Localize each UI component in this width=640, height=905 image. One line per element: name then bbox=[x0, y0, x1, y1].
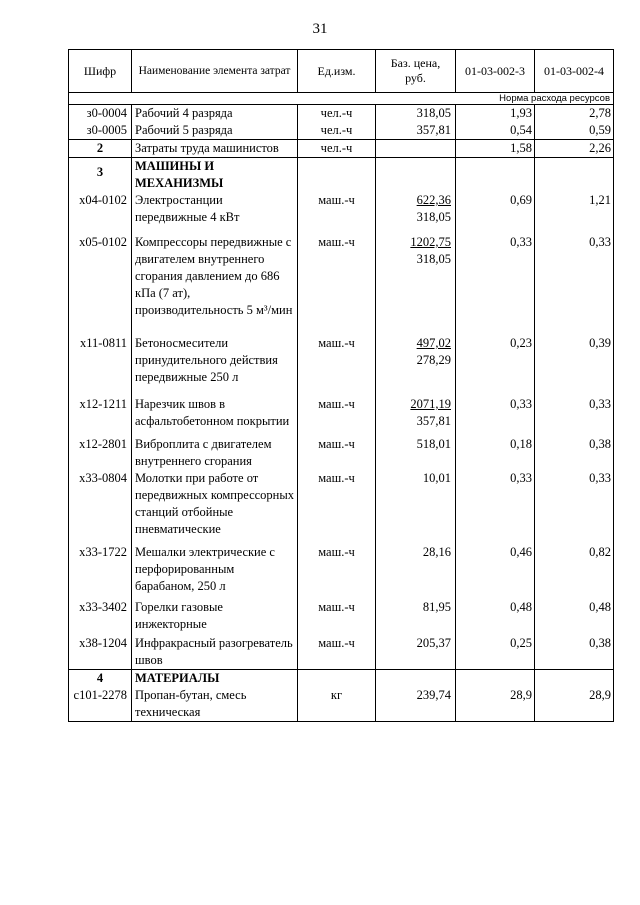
empty-cell bbox=[456, 670, 535, 688]
row-unit: маш.-ч bbox=[298, 436, 376, 470]
row-value-b: 0,48 bbox=[535, 599, 614, 635]
section-row bbox=[69, 670, 614, 688]
header-code: Шифр bbox=[69, 50, 132, 93]
section-title: МАТЕРИАЛЫ bbox=[132, 670, 298, 688]
row-name: Рабочий 4 разряда bbox=[132, 105, 298, 123]
row-value-b: 0,38 bbox=[535, 635, 614, 670]
row-code: х04-0102 bbox=[69, 192, 132, 226]
price-value: 1202,75 bbox=[410, 235, 451, 249]
row-code: х38-1204 bbox=[69, 635, 132, 670]
row-unit: маш.-ч bbox=[298, 329, 376, 392]
row-code: х12-1211 bbox=[69, 392, 132, 436]
row-value-a: 0,33 bbox=[456, 470, 535, 544]
row-name: Виброплита с двигателем внутреннего сгорания bbox=[132, 436, 298, 470]
header-name: Наименование элемента затрат bbox=[132, 50, 298, 93]
table-row bbox=[69, 599, 614, 635]
table-header bbox=[69, 50, 614, 93]
row-unit: маш.-ч bbox=[298, 635, 376, 670]
price-secondary: 318,05 bbox=[416, 210, 451, 224]
row-value-a: 1,93 bbox=[456, 105, 535, 123]
section-number: 4 bbox=[69, 670, 132, 688]
row-code: х12-2801 bbox=[69, 436, 132, 470]
row-code: х05-0102 bbox=[69, 226, 132, 329]
price-value: 622,36 bbox=[416, 193, 451, 207]
norma-label: Норма расхода ресурсов bbox=[69, 93, 614, 105]
row-price: 318,05 bbox=[376, 105, 456, 123]
row-unit: маш.-ч bbox=[298, 192, 376, 226]
row-value-a: 0,69 bbox=[456, 192, 535, 226]
empty-cell bbox=[456, 158, 535, 193]
table-row bbox=[69, 192, 614, 226]
row-name: Электростанции передвижные 4 кВт bbox=[132, 192, 298, 226]
row-name: Бетоносмесители принудительного действия передвижные 250 л bbox=[132, 329, 298, 392]
table-row bbox=[69, 436, 614, 470]
row-code: з0-0005 bbox=[69, 122, 132, 140]
row-value-a: 0,33 bbox=[456, 226, 535, 329]
table-row bbox=[69, 687, 614, 722]
row-price bbox=[376, 140, 456, 158]
section-row bbox=[69, 158, 614, 193]
row-unit: маш.-ч bbox=[298, 599, 376, 635]
row-code: с101-2278 bbox=[69, 687, 132, 722]
row-name: Нарезчик швов в асфальтобетонном покрытии bbox=[132, 392, 298, 436]
row-price bbox=[376, 192, 456, 226]
section-number: 2 bbox=[69, 140, 132, 158]
row-code: х33-1722 bbox=[69, 544, 132, 599]
section-title: МАШИНЫ И МЕХАНИЗМЫ bbox=[132, 158, 298, 193]
price-value: 497,02 bbox=[416, 336, 451, 350]
row-code: з0-0004 bbox=[69, 105, 132, 123]
row-code: х33-0804 bbox=[69, 470, 132, 544]
row-value-b: 0,33 bbox=[535, 392, 614, 436]
norma-row bbox=[69, 93, 614, 105]
empty-cell bbox=[298, 670, 376, 688]
row-price bbox=[376, 392, 456, 436]
row-name: Пропан-бутан, смесь техническая bbox=[132, 687, 298, 722]
row-value-b: 2,78 bbox=[535, 105, 614, 123]
row-price bbox=[376, 226, 456, 329]
row-value-b: 0,82 bbox=[535, 544, 614, 599]
row-value-b: 1,21 bbox=[535, 192, 614, 226]
table-row bbox=[69, 226, 614, 329]
row-name: Компрессоры передвижные с двигателем внутреннего сгорания давлением до 686 кПа (7 ат), производительность 5 м³/мин bbox=[132, 226, 298, 329]
row-unit: маш.-ч bbox=[298, 392, 376, 436]
section-number: 3 bbox=[69, 158, 132, 193]
row-name: Затраты труда машинистов bbox=[132, 140, 298, 158]
row-price: 81,95 bbox=[376, 599, 456, 635]
header-price: Баз. цена, руб. bbox=[376, 50, 456, 93]
resource-table bbox=[68, 49, 614, 722]
price-secondary: 278,29 bbox=[416, 353, 451, 367]
header-col-a: 01-03-002-3 bbox=[456, 50, 535, 93]
row-code: х11-0811 bbox=[69, 329, 132, 392]
row-name: Инфракрасный разогреватель швов bbox=[132, 635, 298, 670]
row-unit: чел.-ч bbox=[298, 140, 376, 158]
empty-cell bbox=[535, 158, 614, 193]
row-unit: чел.-ч bbox=[298, 105, 376, 123]
row-unit: маш.-ч bbox=[298, 226, 376, 329]
table-row bbox=[69, 635, 614, 670]
row-price bbox=[376, 329, 456, 392]
row-value-a: 0,54 bbox=[456, 122, 535, 140]
row-value-a: 0,48 bbox=[456, 599, 535, 635]
table-row bbox=[69, 544, 614, 599]
row-value-a: 28,9 bbox=[456, 687, 535, 722]
empty-cell bbox=[376, 670, 456, 688]
row-name: Горелки газовые инжекторные bbox=[132, 599, 298, 635]
row-value-a: 0,23 bbox=[456, 329, 535, 392]
header-unit: Ед.изм. bbox=[298, 50, 376, 93]
row-value-b: 2,26 bbox=[535, 140, 614, 158]
row-name: Рабочий 5 разряда bbox=[132, 122, 298, 140]
row-price: 357,81 bbox=[376, 122, 456, 140]
row-price: 239,74 bbox=[376, 687, 456, 722]
row-value-b: 0,39 bbox=[535, 329, 614, 392]
price-value: 2071,19 bbox=[410, 397, 451, 411]
machinists-row bbox=[69, 140, 614, 158]
row-unit: маш.-ч bbox=[298, 544, 376, 599]
table-row bbox=[69, 105, 614, 123]
header-col-b: 01-03-002-4 bbox=[535, 50, 614, 93]
row-value-b: 0,59 bbox=[535, 122, 614, 140]
row-value-b: 0,33 bbox=[535, 226, 614, 329]
row-name: Молотки при работе от передвижных компрессорных станций отбойные пневматические bbox=[132, 470, 298, 544]
row-price: 10,01 bbox=[376, 470, 456, 544]
row-unit: кг bbox=[298, 687, 376, 722]
row-value-b: 0,38 bbox=[535, 436, 614, 470]
row-code: х33-3402 bbox=[69, 599, 132, 635]
row-price: 28,16 bbox=[376, 544, 456, 599]
table-row bbox=[69, 470, 614, 544]
row-value-a: 0,18 bbox=[456, 436, 535, 470]
price-secondary: 357,81 bbox=[416, 414, 451, 428]
row-name: Мешалки электрические с перфорированным барабаном, 250 л bbox=[132, 544, 298, 599]
empty-cell bbox=[298, 158, 376, 193]
empty-cell bbox=[376, 158, 456, 193]
empty-cell bbox=[535, 670, 614, 688]
price-secondary: 318,05 bbox=[416, 252, 451, 266]
table-row bbox=[69, 329, 614, 392]
row-value-a: 0,46 bbox=[456, 544, 535, 599]
row-price: 205,37 bbox=[376, 635, 456, 670]
page-number: 31 bbox=[312, 21, 328, 37]
row-unit: чел.-ч bbox=[298, 122, 376, 140]
table-row bbox=[69, 122, 614, 140]
row-price: 518,01 bbox=[376, 436, 456, 470]
table-row bbox=[69, 392, 614, 436]
row-value-a: 1,58 bbox=[456, 140, 535, 158]
row-unit: маш.-ч bbox=[298, 470, 376, 544]
row-value-a: 0,25 bbox=[456, 635, 535, 670]
row-value-b: 28,9 bbox=[535, 687, 614, 722]
row-value-a: 0,33 bbox=[456, 392, 535, 436]
row-value-b: 0,33 bbox=[535, 470, 614, 544]
